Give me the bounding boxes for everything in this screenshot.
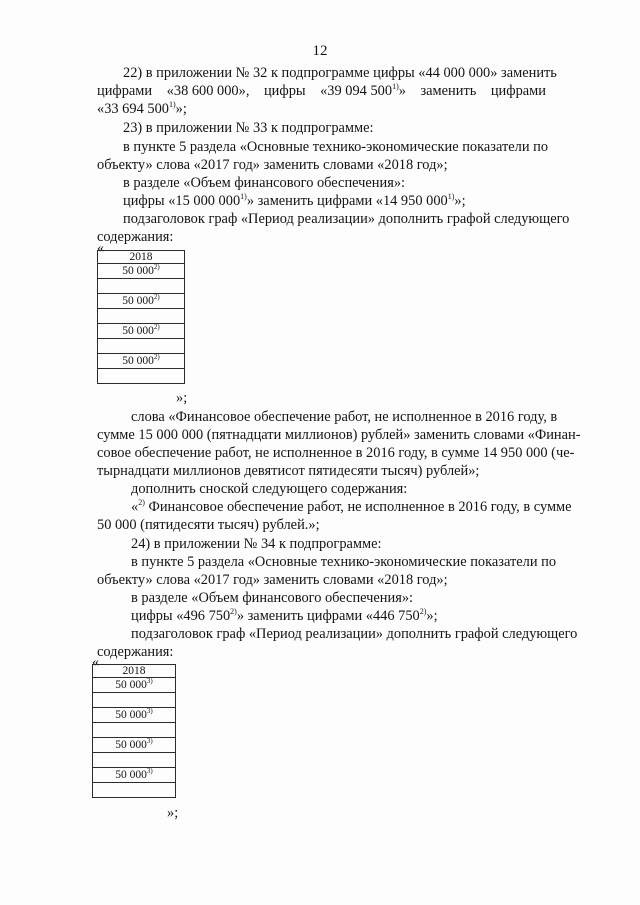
table-cell: 50 000$^{3)}$ <box>93 678 176 693</box>
words-line-1: слова «Финансовое обеспечение работ, не исполненное в 2016 году, в <box>131 409 558 425</box>
item-24-line-5: цифры «496 750$^{2)}$» заменить цифрами «446 750$^{2)}$»; <box>131 607 438 624</box>
inserted-table-1 <box>97 250 185 384</box>
item-24-line-7: содержания: <box>97 644 174 660</box>
table-cell-empty <box>98 339 185 354</box>
table-cell: 50 000$^{3)}$ <box>93 708 176 723</box>
item-22-line-3: «33 694 500$^{1)}$»; <box>97 100 187 117</box>
table-cell-empty <box>93 783 176 798</box>
item-22-line-1: 22) в приложении № 32 к подпрограмме цифры «44 000 000» заменить <box>123 65 557 81</box>
table-cell: 50 000$^{2)}$ <box>98 354 185 369</box>
item-24-line-6: подзаголовок граф «Период реализации» дополнить графой следующего <box>131 626 578 642</box>
table-header: 2018 <box>98 251 185 264</box>
item-23-line-2: в пункте 5 раздела «Основные технико-экономические показатели по <box>123 139 549 155</box>
open-quote-1: « <box>97 241 104 256</box>
table-cell: 50 000$^{2)}$ <box>98 294 185 309</box>
item-22-line-2: цифрами «38 600 000», цифры «39 094 500$^{1)}$» заменить цифрами <box>97 82 546 99</box>
item-24-line-2: в пункте 5 раздела «Основные технико-экономические показатели по <box>131 554 557 570</box>
item-24-title: 24) в приложении № 34 к подпрограмме: <box>131 536 382 552</box>
item-24-line-4: в разделе «Объем финансового обеспечения»: <box>131 590 414 606</box>
close-quote-2: »; <box>167 805 179 821</box>
table-cell: 50 000$^{2)}$ <box>98 264 185 279</box>
table-cell-empty <box>98 309 185 324</box>
item-24-line-3: объекту» слова «2017 год» заменить словами «2018 год»; <box>97 572 448 588</box>
item-23-line-6: подзаголовок граф «Период реализации» дополнить графой следующего <box>123 211 570 227</box>
page-number: 12 <box>312 43 328 59</box>
open-quote-2: « <box>92 655 99 670</box>
footnote-line-2: 50 000 (пятидесяти тысяч) рублей.»; <box>97 517 320 533</box>
inserted-table-2 <box>92 664 176 798</box>
item-23-title: 23) в приложении № 33 к подпрограмме: <box>123 120 374 136</box>
item-23-line-7: содержания: <box>97 229 174 245</box>
table-cell: 50 000$^{2)}$ <box>98 324 185 339</box>
close-quote-1: »; <box>176 390 188 406</box>
table-cell-empty <box>98 369 185 384</box>
item-23-line-4: в разделе «Объем финансового обеспечения»: <box>123 175 406 191</box>
footnote-line-1: «$^{2)}$ Финансовое обеспечение работ, не исполненное в 2016 году, в сумме <box>131 498 572 515</box>
words-line-2: сумме 15 000 000 (пятнадцати миллионов) рублей» заменить словами «Финан- <box>97 427 581 443</box>
item-23-line-3: объекту» слова «2017 год» заменить словами «2018 год»; <box>97 157 448 173</box>
table-cell-empty <box>98 279 185 294</box>
footnote-intro: дополнить сноской следующего содержания: <box>131 481 408 497</box>
table-cell-empty <box>93 693 176 708</box>
words-line-3: совое обеспечение работ, не исполненное в 2016 году, в сумме 14 950 000 (че- <box>97 445 575 461</box>
table-cell: 50 000$^{3)}$ <box>93 768 176 783</box>
words-line-4: тырнадцати миллионов девятисот пятидесяти тысяч) рублей»; <box>97 463 480 479</box>
table-cell-empty <box>93 753 176 768</box>
table-header: 2018 <box>93 665 176 678</box>
table-cell-empty <box>93 723 176 738</box>
table-cell: 50 000$^{3)}$ <box>93 738 176 753</box>
item-23-line-5: цифры «15 000 000$^{1)}$» заменить цифрами «14 950 000$^{1)}$»; <box>123 192 466 209</box>
